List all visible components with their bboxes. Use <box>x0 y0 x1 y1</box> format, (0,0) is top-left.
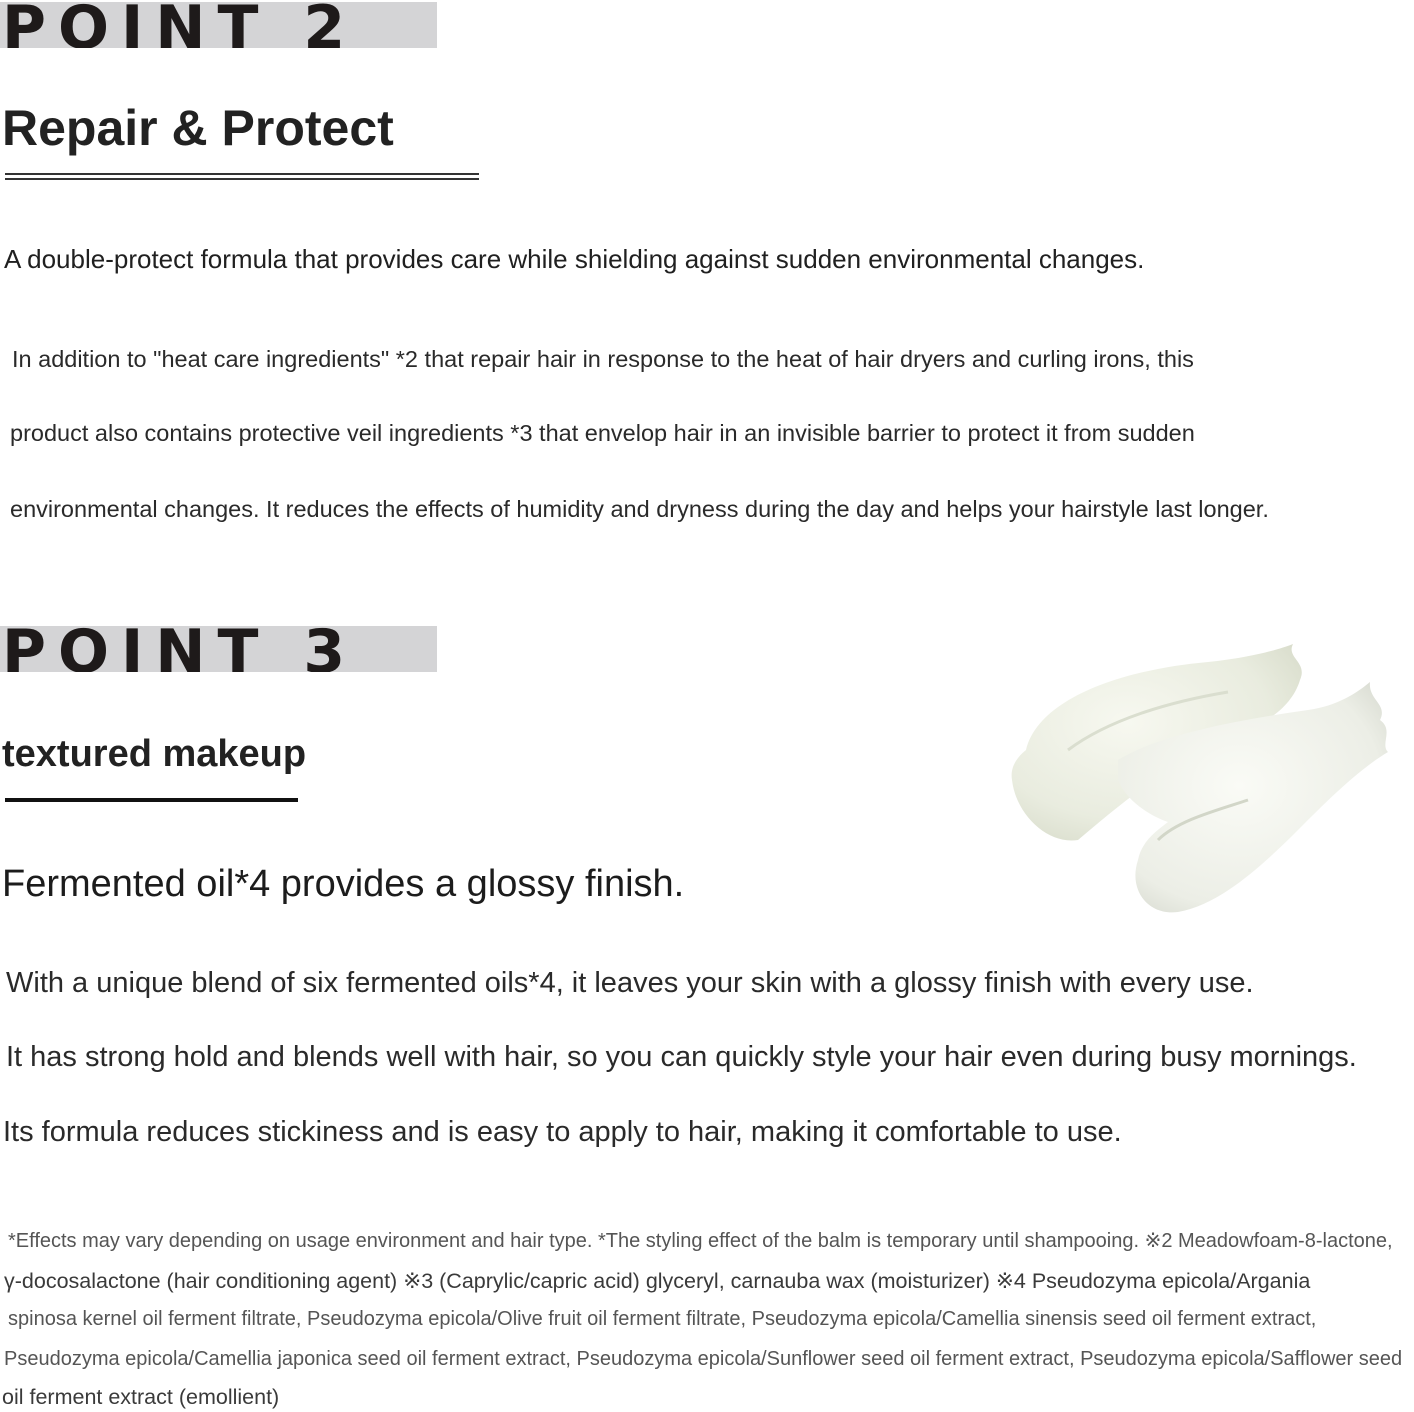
point-2-lead: A double-protect formula that provides care while shielding against sudden environmental changes. <box>4 244 1145 274</box>
point-3-body-line: It has strong hold and blends well with hair, so you can quickly style your hair even during busy mornings. <box>6 1041 1357 1073</box>
point-2-body-line: environmental changes. It reduces the effects of humidity and dryness during the day and helps your hairstyle last longer. <box>10 496 1269 522</box>
textured-makeup-heading: textured makeup <box>2 733 307 775</box>
point-3-label: POINT 3 <box>2 626 358 672</box>
footnote-line: *Effects may vary depending on usage environment and hair type. *The styling effect of the balm is temporary until shampooing. ※2 Meadowfoam-8-lactone, <box>8 1230 1393 1252</box>
repair-protect-heading: Repair & Protect <box>2 100 394 156</box>
point-3-body-line: Its formula reduces stickiness and is easy to apply to hair, making it comfortable to use. <box>3 1116 1122 1148</box>
point-3-tagline: Fermented oil*4 provides a glossy finish. <box>2 863 685 905</box>
point-2-label-band <box>0 2 437 48</box>
point-2-body-line: product also contains protective veil ingredients *3 that envelop hair in an invisible barrier to protect it from sudden <box>10 420 1195 446</box>
point-2-body-line: In addition to "heat care ingredients" *2 that repair hair in response to the heat of hair dryers and curling irons, this <box>12 346 1194 372</box>
footnote-line: oil ferment extract (emollient) <box>2 1385 280 1409</box>
point-2-label: POINT 2 <box>2 2 358 48</box>
heading-double-rule <box>5 173 479 180</box>
point-3-body-line: With a unique blend of six fermented oils*4, it leaves your skin with a glossy finish with every use. <box>6 967 1254 999</box>
point-3-label-band <box>0 626 437 672</box>
heading-underline <box>5 798 298 802</box>
balm-swatch-image <box>1008 640 1408 920</box>
footnote-line: Pseudozyma epicola/Camellia japonica seed oil ferment extract, Pseudozyma epicola/Sunflower seed oil ferment extract, Pseudozyma epicola/Safflower seed <box>4 1348 1403 1370</box>
footnote-line: spinosa kernel oil ferment filtrate, Pseudozyma epicola/Olive fruit oil ferment filtrate, Pseudozyma epicola/Camellia sinensis seed oil ferment extract, <box>8 1308 1317 1330</box>
footnote-line: γ-docosalactone (hair conditioning agent) ※3 (Caprylic/capric acid) glyceryl, carnauba wax (moisturizer) ※4 Pseudozyma epicola/Argania <box>4 1269 1311 1293</box>
